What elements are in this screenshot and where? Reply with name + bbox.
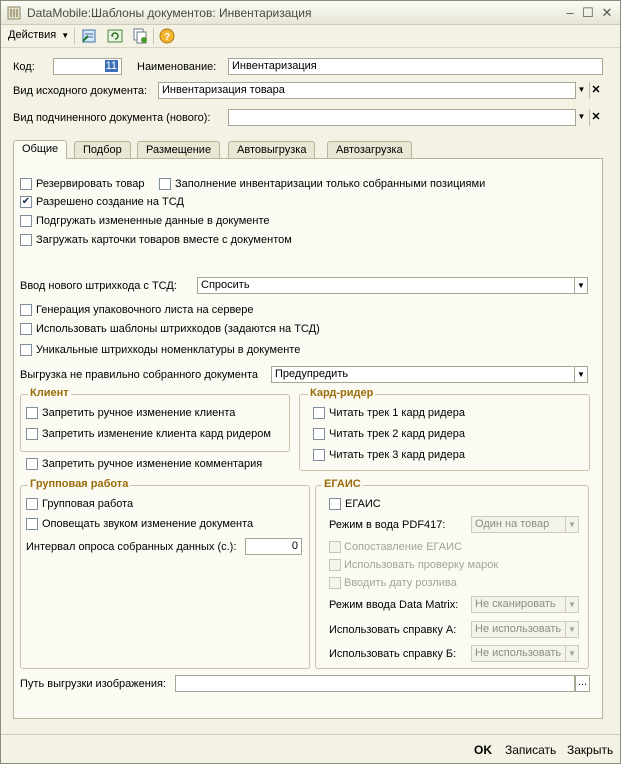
track2-checkbox[interactable] [313,428,325,440]
track1-checkbox[interactable] [313,407,325,419]
ref-b-label: Использовать справку Б: [329,648,457,660]
title-bar [1,1,620,25]
card-reader-group-title: Кард-ридер [310,387,374,399]
allow-create-tsd-checkbox[interactable]: ✔ [21,196,31,207]
sound-notify-checkbox[interactable] [26,518,38,530]
code-field[interactable] [53,58,122,75]
maximize-button[interactable]: ☐ [582,5,594,20]
inventory-only-collected-label: Заполнение инвентаризации только собранными позициями [175,178,486,190]
app-icon [7,6,21,20]
inventory-only-collected-checkbox[interactable] [159,178,171,190]
sub-doc-field[interactable] [228,109,576,126]
incorrect-export-select[interactable]: Предупредить [271,366,575,383]
ref-a-dropdown-icon[interactable]: ▼ [566,621,579,638]
egais-label: ЕГАИС [345,498,381,510]
toolbar-separator [74,28,75,44]
ref-b-select[interactable]: Не использовать [471,645,566,662]
new-barcode-label: Ввод нового штрихкода с ТСД: [20,280,177,292]
ref-a-label: Использовать справку А: [329,624,457,636]
sub-doc-dropdown-icon[interactable]: ▼ [577,112,586,121]
reserve-goods-label: Резервировать товар [36,178,145,190]
source-doc-field[interactable]: Инвентаризация товара [158,82,576,99]
group-work-group-title: Групповая работа [30,478,129,490]
incorrect-export-dropdown-icon[interactable]: ▼ [575,366,588,383]
bottling-date-checkbox[interactable] [329,577,341,589]
svg-text:?: ? [163,32,171,43]
new-barcode-dropdown-icon[interactable]: ▼ [575,277,588,294]
forbid-manual-client-checkbox[interactable] [26,407,38,419]
tab-general[interactable]: Общие [13,140,67,159]
save-button[interactable]: Записать [505,743,557,757]
forbid-comment-change-label: Запретить ручное изменение комментария [42,458,263,470]
image-path-label: Путь выгрузки изображения: [20,678,166,690]
tab-placement[interactable]: Размещение [137,141,220,158]
tab-selection[interactable]: Подбор [74,141,131,158]
track2-label: Читать трек 2 кард ридера [329,428,465,440]
minimize-button[interactable]: – [566,5,574,20]
refresh-icon[interactable] [106,27,124,45]
toolbar [1,25,620,48]
check-marks-label: Использовать проверку марок [344,559,499,571]
load-cards-checkbox[interactable] [20,234,32,246]
load-cards-label: Загружать карточки товаров вместе с документом [36,234,292,246]
pdf417-select[interactable]: Один на товар [471,516,566,533]
group-work-group [20,485,310,669]
egais-matching-label: Сопоставление ЕГАИС [344,541,462,553]
close-button[interactable]: Закрыть [567,743,614,757]
help-icon[interactable] [158,27,176,45]
use-barcode-templates-checkbox[interactable] [20,323,32,335]
ref-b-dropdown-icon[interactable]: ▼ [566,645,579,662]
forbid-manual-client-label: Запретить ручное изменение клиента [42,407,236,419]
image-path-browse-button[interactable]: ... [575,675,590,692]
actions-menu[interactable] [8,29,69,41]
source-doc-dropdown-icon[interactable]: ▼ [577,85,586,94]
pdf417-label: Режим в вода PDF417: [329,519,446,531]
load-changed-label: Подгружать измененные данные в документе [36,215,270,227]
egais-group-title: ЕГАИС [324,478,361,490]
unique-barcodes-checkbox[interactable] [20,344,32,356]
forbid-client-card-checkbox[interactable] [26,428,38,440]
code-value: 11 [105,60,117,72]
name-field[interactable]: Инвентаризация [228,58,603,75]
datamatrix-select[interactable]: Не сканировать [471,596,566,613]
new-barcode-select[interactable]: Спросить [197,277,575,294]
load-changed-checkbox[interactable] [20,215,32,227]
sub-doc-label: Вид подчиненного документа (нового): [13,112,211,124]
client-group-title: Клиент [30,387,69,399]
datamatrix-label: Режим ввода Data Matrix: [329,599,459,611]
forbid-client-card-label: Запретить изменение клиента кард ридером [42,428,271,440]
track3-label: Читать трек 3 кард ридера [329,449,465,461]
pdf417-dropdown-icon[interactable]: ▼ [566,516,579,533]
close-window-button[interactable]: ✕ [601,5,613,20]
image-path-field[interactable] [175,675,575,692]
actions-menu-label: Действия [8,29,57,41]
incorrect-export-label: Выгрузка не правильно собранного документа [20,369,258,381]
track3-checkbox[interactable] [313,449,325,461]
forbid-comment-change-checkbox[interactable] [26,458,38,470]
toolbar-separator [153,28,154,44]
use-barcode-templates-label: Использовать шаблоны штрихкодов (задаются на ТСД) [36,323,320,335]
tab-auto-export[interactable]: Автовыгрузка [228,141,315,158]
check-marks-checkbox[interactable] [329,559,341,571]
bottling-date-label: Вводить дату розлива [344,577,457,589]
reserve-goods-checkbox[interactable] [20,178,32,190]
window-title: DataMobile:Шаблоны документов: Инвентаризация [27,6,312,20]
name-label: Наименование: [137,61,217,73]
sound-notify-label: Оповещать звуком изменение документа [42,518,254,530]
gen-packing-list-checkbox[interactable] [20,304,32,316]
sub-doc-clear-icon[interactable]: ✕ [589,109,602,126]
ref-a-select[interactable]: Не использовать [471,621,566,638]
copy-icon[interactable] [131,27,149,45]
group-work-label: Групповая работа [42,498,134,510]
track1-label: Читать трек 1 кард ридера [329,407,465,419]
ok-button[interactable]: OK [474,743,492,757]
interval-label: Интервал опроса собранных данных (с.): [26,541,237,553]
code-label: Код: [13,61,35,73]
datamatrix-dropdown-icon[interactable]: ▼ [566,596,579,613]
chevron-down-icon: ▼ [61,31,70,40]
interval-field[interactable]: 0 [245,538,302,555]
client-group [20,394,290,452]
form-icon[interactable] [80,27,98,45]
source-doc-label: Вид исходного документа: [13,85,148,97]
tab-auto-import[interactable]: Автозагрузка [327,141,412,158]
egais-checkbox[interactable] [329,498,341,510]
unique-barcodes-label: Уникальные штрихкоды номенклатуры в документе [36,344,301,356]
allow-create-tsd-label: Разрешено создание на ТСД [36,196,184,208]
group-work-checkbox[interactable] [26,498,38,510]
gen-packing-list-label: Генерация упаковочного листа на сервере [36,304,254,316]
egais-matching-checkbox[interactable] [329,541,341,553]
source-doc-clear-icon[interactable]: ✕ [589,82,602,99]
footer-bar [1,734,620,763]
